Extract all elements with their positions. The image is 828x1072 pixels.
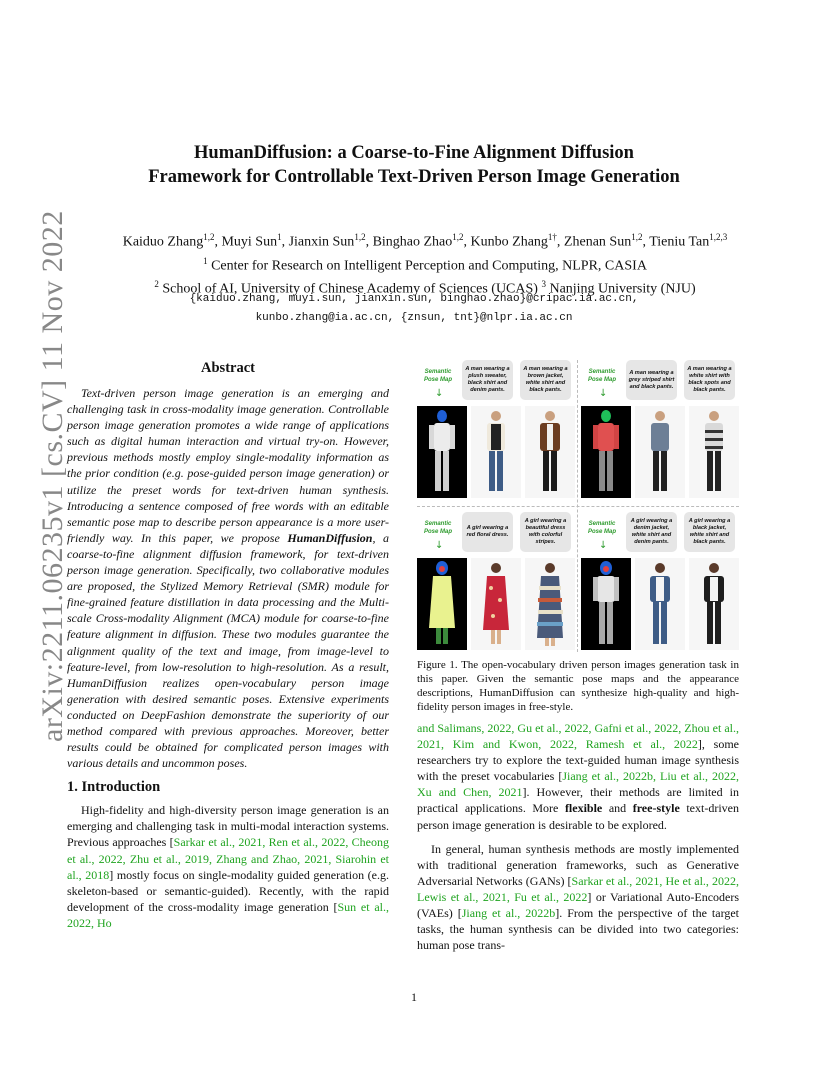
- text-prompt-bubble: A man wearing a brown jacket, white shirt and black pants.: [520, 360, 571, 400]
- text-prompt-bubble: A man wearing a plush sweater, black shirt and denim pants.: [462, 360, 513, 400]
- down-arrow-icon: ↓: [435, 388, 444, 399]
- text-prompt-bubble: A girl wearing a red floral dress.: [462, 512, 513, 552]
- figure-1: [417, 360, 739, 652]
- author-block: [60, 228, 790, 299]
- citation-link[interactable]: Sarkar et al., 2021, Ren et al., 2022, Cheong et al., 2022, Zhu et al., 2019, Zhang and Zhao, 2021, Siarohin et al., 2018: [67, 835, 390, 882]
- affiliation-1: Center for Research on Intelligent Perception and Computing, NLPR, CASIA: [211, 258, 647, 274]
- down-arrow-icon: ↓: [435, 540, 444, 551]
- left-column: [67, 360, 389, 931]
- author-affiliation: 1,2: [452, 232, 464, 242]
- email-block: [90, 290, 738, 328]
- generated-person-image: [525, 406, 575, 498]
- semantic-pose-label: Semantic Pose Map: [587, 521, 616, 535]
- title-line-1: HumanDiffusion: a Coarse-to-Fine Alignment Diffusion: [194, 143, 634, 163]
- generated-person-image: [471, 558, 521, 650]
- email-line-2[interactable]: kunbo.zhang@ia.ac.cn, {znsun, tnt}@nlpr.ia.ac.cn: [255, 312, 573, 324]
- generated-person-image: [689, 558, 739, 650]
- intro-paragraph: High-fidelity and high-diversity person image generation is an emerging and challenging task in multi-modal interaction systems. Previous approaches [Sarkar et al., 2021, Ren et al., 2022, Cheong et al., 2022, Zhu et al., 2019, Zhang and Zhao, 2021, Siarohin et al., 2018] mostly focus on single-modality guided generation (e.g. skeleton-based or semantic-guided). Recently, with the rapid development of the cross-modality image generation [Sun et al., 2022, Ho: [67, 803, 390, 930]
- citation-link[interactable]: Sun et al., 2022, Ho: [67, 899, 389, 930]
- text-prompt-bubble: A girl wearing a beautiful dress with colorful stripes.: [520, 512, 571, 552]
- figure-panel: [581, 360, 739, 501]
- author-name: Kunbo Zhang: [470, 234, 548, 250]
- text-prompt-bubble: A girl wearing a denim jacket, white shirt and denim pants.: [626, 512, 677, 552]
- author-affiliation: 1,2: [354, 232, 366, 242]
- down-arrow-icon: ↓: [599, 540, 608, 551]
- right-paragraph-1: and Salimans, 2022, Gu et al., 2022, Gafni et al., 2022, Zhou et al., 2021, Kim and Kwon, 2022, Ramesh et al., 2022], some researchers try to explore the text-guided human image synthesis with the preset vocabularies [Jiang et al., 2022b, Liu et al., 2022, Xu and Chen, 2021]. However, their methods are limited in practical applications. More flexible and free-style text-driven person image generation is desirable to be explored.: [417, 721, 739, 832]
- generated-person-image: [471, 406, 521, 498]
- right-column: [417, 360, 739, 953]
- author-name: Muyi Sun: [221, 234, 278, 250]
- text-prompt-bubble: A girl wearing a black jacket, white shirt and black pants.: [684, 512, 735, 552]
- right-paragraph-2: In general, human synthesis methods are mostly implemented with traditional generation frameworks, such as Generative Adversarial Networks (GANs) [Sarkar et al., 2021, He et al., 2022, Lewis et al., 2021, Fu et al., 2022] or Variational Auto-Encoders (VAEs) [Jiang et al., 2022b]. From the perspective of the target tasks, the human synthesis can be divided into two categories: human pose trans-: [417, 841, 740, 953]
- intro-heading: 1. Introduction: [67, 779, 161, 796]
- author-name: Zhenan Sun: [563, 234, 632, 250]
- figure-caption: Figure 1. The open-vocabulary driven person images generation task in this paper. Given the semantic pose maps and the appearance descriptions, HumanDiffusion can synthesize high-quality and high-fidelity person images in free-style.: [417, 659, 739, 713]
- semantic-pose-map: [417, 558, 467, 650]
- citation-link[interactable]: Jiang et al., 2022b: [461, 906, 556, 921]
- author-name: Kaiduo Zhang: [122, 234, 204, 250]
- citation-link[interactable]: Jiang et al., 2022b, Liu et al., 2022, Xu and Chen, 2021: [417, 769, 739, 800]
- citation-link[interactable]: and Salimans, 2022, Gu et al., 2022, Gafni et al., 2022, Zhou et al., 2021, Kim and Kwon, 2022, Ramesh et al., 2022: [417, 721, 739, 752]
- paper-title: [90, 141, 738, 189]
- arxiv-sidebar: [14, 0, 69, 1072]
- title-line-2: Framework for Controllable Text-Driven Person Image Generation: [148, 167, 680, 187]
- author-name: Tieniu Tan: [649, 234, 710, 250]
- author-affiliation: 1†: [547, 232, 557, 242]
- email-line-1[interactable]: {kaiduo.zhang, muyi.sun, jianxin.sun, binghao.zhao}@cripac.ia.ac.cn,: [189, 293, 639, 305]
- down-arrow-icon: ↓: [599, 388, 608, 399]
- semantic-pose-label: Semantic Pose Map: [587, 369, 616, 383]
- author-affiliation: 1,2,3: [709, 232, 728, 242]
- arxiv-identifier[interactable]: arXiv:2211.06235v1 [cs.CV] 11 Nov 2022: [36, 210, 69, 742]
- affiliation-line-1: $^1$ Center for Research on Intelligent Perception and Computing, NLPR, CASIA: [203, 255, 647, 274]
- semantic-pose-label: Semantic Pose Map: [423, 369, 452, 383]
- semantic-pose-map: [581, 406, 631, 498]
- figure-panel: [417, 512, 575, 653]
- affiliation-line-2: $^2$ School of AI, University of Chinese Academy of Sciences (UCAS) $^3$ Nanjing University (NJU): [154, 279, 696, 297]
- generated-person-image: [689, 406, 739, 498]
- affiliation-3: Nanjing University (NJU): [549, 281, 696, 297]
- figure-panel: [581, 512, 739, 653]
- generated-person-image: [635, 558, 685, 650]
- author-name: Binghao Zhao: [372, 234, 453, 250]
- figure-divider-horizontal: [417, 506, 739, 507]
- author-affiliation: 1,2: [203, 232, 215, 242]
- abstract-heading: Abstract: [201, 360, 255, 376]
- figure-panel: [417, 360, 575, 501]
- semantic-pose-map: [417, 406, 467, 498]
- text-prompt-bubble: A man wearing a grey striped shirt and black pants.: [626, 360, 677, 400]
- citation-link[interactable]: Sarkar et al., 2021, He et al., 2022, Lewis et al., 2021, Fu et al., 2022: [417, 873, 739, 904]
- method-name: HumanDiffusion: [287, 530, 373, 545]
- semantic-pose-map: [581, 558, 631, 650]
- abstract-text: Text-driven person image generation is an emerging and challenging task in cross-modality image generation. Controllable person image generation promotes a wide range of applications such as digital human interaction and virtual try-on. However, previous methods mostly employ single-modality information as the prior condition (e.g. pose-guided person image generation) or utilize the preset words for text-driven human synthesis. Introducing a sentence composed of free words with an editable semantic pose map to describe person appearance is a more user-friendly way. In this paper, we propose HumanDiffusion, a coarse-to-fine alignment diffusion framework, for text-driven person image generation. Specifically, two collaborative modules are proposed, the Stylized Memory Retrieval (SMR) module for fine-grained feature distillation in data processing and the Multi-scale Cross-modality Alignment (MCA) module for coarse-to-fine feature alignment in diffusion. These two modules guarantee the alignment quality of the text and image, from image-level to feature-level, from low-resolution to high-resolution. As a result, HumanDiffusion realizes open-vocabulary person image generation with desired semantic poses. Extensive experiments conducted on DeepFashion demonstrate the superiority of our method compared with previous approaches. Moreover, better results could be obtained for complicated person images with various details and uncommon poses.: [67, 386, 390, 771]
- generated-person-image: [525, 558, 575, 650]
- semantic-pose-label: Semantic Pose Map: [423, 521, 452, 535]
- author-name: Jianxin Sun: [288, 234, 355, 250]
- author-affiliation: 1: [277, 232, 282, 242]
- author-affiliation: 1,2: [631, 232, 643, 242]
- author-list: Kaiduo Zhang$^{1,2}$, Muyi Sun$^1$, Jianxin Sun$^{1,2}$, Binghao Zhao$^{1,2}$, Kunbo Zhang$^{1\dagger}$, Zhenan Sun$^{1,2}$, Tieniu Tan$^{1,2,3}$: [122, 232, 728, 250]
- generated-person-image: [635, 406, 685, 498]
- text-prompt-bubble: A man wearing a white shirt with black spots and black pants.: [684, 360, 735, 400]
- affiliation-2: School of AI, University of Chinese Academy of Sciences (UCAS): [162, 281, 538, 297]
- page-number: 1: [411, 990, 417, 1004]
